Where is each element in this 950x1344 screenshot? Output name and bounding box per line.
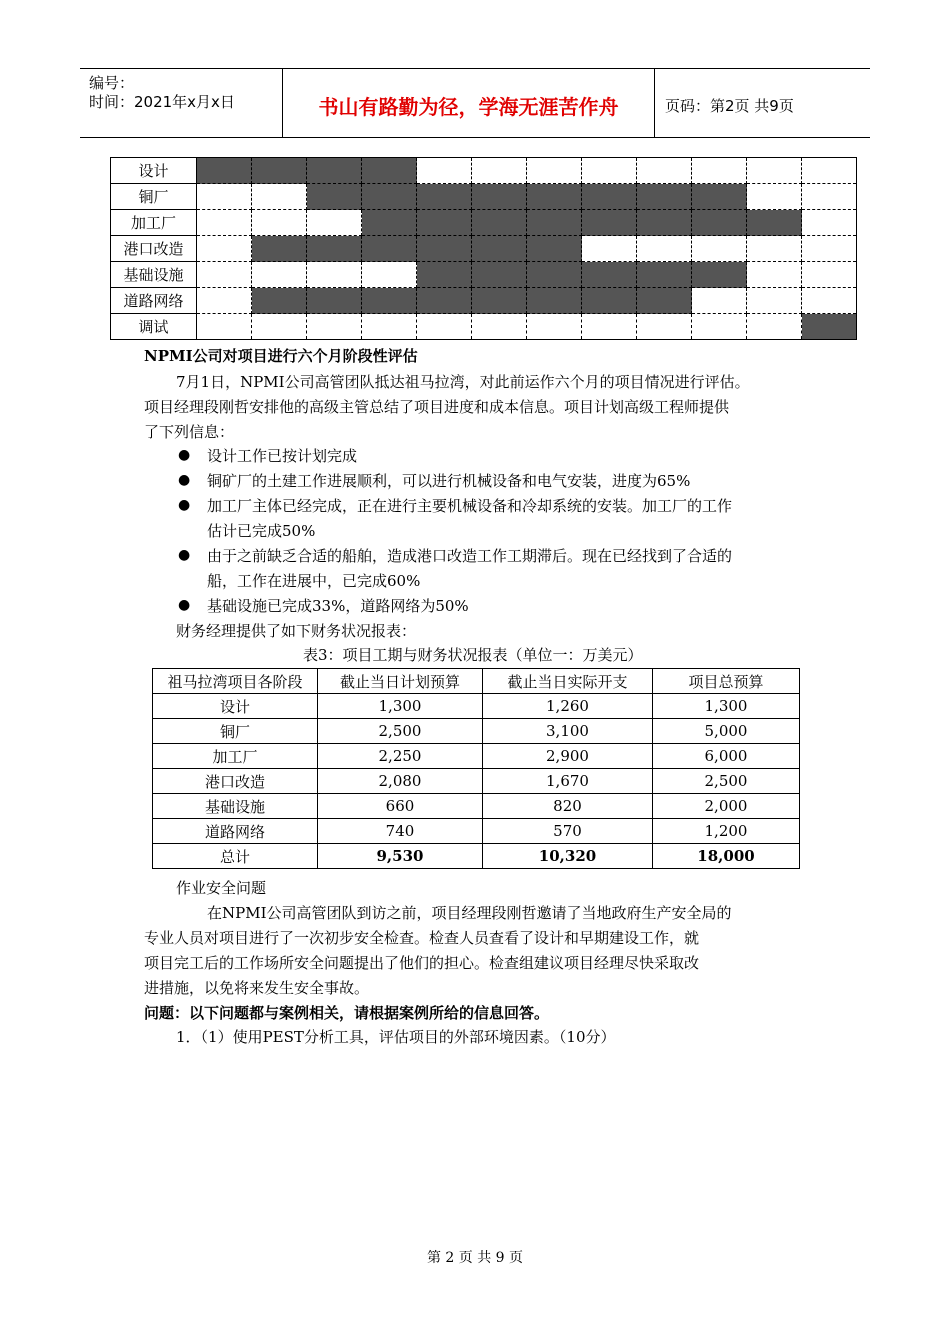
gantt-empty-cell xyxy=(747,158,802,184)
gantt-empty-cell xyxy=(527,314,582,340)
gantt-row-label: 基础设施 xyxy=(111,262,197,288)
table-cell: 5,000 xyxy=(653,719,800,744)
gantt-bar-cell xyxy=(252,236,307,262)
table-cell: 2,080 xyxy=(318,769,483,794)
table-cell: 加工厂 xyxy=(153,744,318,769)
paragraph-line: 项目经理段刚哲安排他的高级主管总结了项目进度和成本信息。项目计划高级工程师提供 xyxy=(144,398,730,416)
gantt-empty-cell xyxy=(362,314,417,340)
table-row xyxy=(153,744,800,769)
gantt-row-label: 铜厂 xyxy=(111,184,197,210)
gantt-bar-cell xyxy=(802,314,857,340)
gantt-bar-cell xyxy=(582,288,637,314)
gantt-bar-cell xyxy=(527,236,582,262)
gantt-empty-cell xyxy=(527,158,582,184)
gantt-bar-cell xyxy=(527,184,582,210)
question-1: 1．（1）使用PEST分析工具，评估项目的外部环境因素。（10分） xyxy=(176,1028,616,1046)
gantt-bar-cell xyxy=(307,236,362,262)
gantt-empty-cell xyxy=(252,184,307,210)
gantt-bar-cell xyxy=(692,210,747,236)
gantt-bar-cell xyxy=(692,184,747,210)
date-label: 时间：2021年x月x日 xyxy=(89,93,235,111)
column-header: 祖马拉湾项目各阶段 xyxy=(153,669,318,694)
bullet-text: 加工厂主体已经完成，正在进行主要机械设备和冷却系统的安装。加工厂的工作 xyxy=(207,497,733,515)
bullet-text: 由于之前缺乏合适的船舶，造成港口改造工作工期滞后。现在已经找到了合适的 xyxy=(207,547,733,565)
paragraph-line: 了下列信息： xyxy=(144,423,235,441)
gantt-empty-cell xyxy=(802,158,857,184)
total-cell: 10,320 xyxy=(483,844,653,869)
gantt-empty-cell xyxy=(637,158,692,184)
table-row xyxy=(153,819,800,844)
paragraph-line: 进措施，以免将来发生安全事故。 xyxy=(144,979,370,997)
bullet-icon: ● xyxy=(178,497,191,513)
bullet-icon: ● xyxy=(178,597,191,613)
page-header xyxy=(80,68,870,138)
gantt-bar-cell xyxy=(747,210,802,236)
gantt-empty-cell xyxy=(747,314,802,340)
table-cell: 道路网络 xyxy=(153,819,318,844)
table-cell: 2,500 xyxy=(653,769,800,794)
bullet-icon: ● xyxy=(178,547,191,563)
table-row xyxy=(153,719,800,744)
gantt-empty-cell xyxy=(802,184,857,210)
gantt-empty-cell xyxy=(197,314,252,340)
gantt-row xyxy=(111,236,857,262)
gantt-empty-cell xyxy=(747,288,802,314)
gantt-bar-cell xyxy=(527,262,582,288)
gantt-row-label: 加工厂 xyxy=(111,210,197,236)
total-cell: 总计 xyxy=(153,844,318,869)
header-motto-cell xyxy=(283,69,655,137)
bullet-text: 铜矿厂的土建工作进展顺利，可以进行机械设备和电气安装，进度为65% xyxy=(207,472,691,490)
gantt-bar-cell xyxy=(307,158,362,184)
question-header: 问题：以下问题都与案例相关，请根据案例所给的信息回答。 xyxy=(144,1004,550,1022)
table-cell: 1,670 xyxy=(483,769,653,794)
gantt-bar-cell xyxy=(362,158,417,184)
table-cell: 2,900 xyxy=(483,744,653,769)
table-cell: 2,000 xyxy=(653,794,800,819)
gantt-bar-cell xyxy=(417,236,472,262)
gantt-row xyxy=(111,158,857,184)
gantt-row xyxy=(111,210,857,236)
gantt-empty-cell xyxy=(197,262,252,288)
gantt-empty-cell xyxy=(197,184,252,210)
gantt-bar-cell xyxy=(417,262,472,288)
gantt-row-label: 设计 xyxy=(111,158,197,184)
gantt-bar-cell xyxy=(637,210,692,236)
gantt-empty-cell xyxy=(417,314,472,340)
table-cell: 2,500 xyxy=(318,719,483,744)
gantt-empty-cell xyxy=(197,288,252,314)
gantt-row xyxy=(111,314,857,340)
gantt-empty-cell xyxy=(252,262,307,288)
gantt-row-label: 调试 xyxy=(111,314,197,340)
header-info-cell xyxy=(80,69,283,137)
gantt-empty-cell xyxy=(802,262,857,288)
table-cell: 铜厂 xyxy=(153,719,318,744)
gantt-bar-cell xyxy=(362,236,417,262)
gantt-empty-cell xyxy=(307,314,362,340)
gantt-row xyxy=(111,288,857,314)
gantt-empty-cell xyxy=(582,314,637,340)
motto: 书山有路勤为径，学海无涯苦作舟 xyxy=(318,95,619,119)
table-cell: 820 xyxy=(483,794,653,819)
gantt-empty-cell xyxy=(362,262,417,288)
page-footer: 第 2 页 共 9 页 xyxy=(426,1250,524,1266)
gantt-empty-cell xyxy=(472,314,527,340)
gantt-bar-cell xyxy=(472,236,527,262)
paragraph-line: 7月1日，NPMI公司高管团队抵达祖马拉湾，对此前运作六个月的项目情况进行评估。 xyxy=(176,373,750,391)
gantt-row xyxy=(111,262,857,288)
gantt-row xyxy=(111,184,857,210)
column-header: 截止当日计划预算 xyxy=(318,669,483,694)
gantt-bar-cell xyxy=(362,210,417,236)
table-cell: 6,000 xyxy=(653,744,800,769)
table-row xyxy=(153,694,800,719)
table-cell: 3,100 xyxy=(483,719,653,744)
section-title: 作业安全问题 xyxy=(176,879,267,897)
table-cell: 740 xyxy=(318,819,483,844)
gantt-empty-cell xyxy=(692,288,747,314)
gantt-empty-cell xyxy=(747,262,802,288)
bullet-text: 船，工作在进展中，已完成60% xyxy=(207,572,421,590)
gantt-bar-cell xyxy=(307,184,362,210)
gantt-bar-cell xyxy=(472,288,527,314)
gantt-empty-cell xyxy=(802,210,857,236)
table-cell: 660 xyxy=(318,794,483,819)
gantt-bar-cell xyxy=(582,262,637,288)
gantt-bar-cell xyxy=(637,262,692,288)
gantt-empty-cell xyxy=(582,236,637,262)
bullet-text: 设计工作已按计划完成 xyxy=(207,447,358,465)
bullet-text: 基础设施已完成33%，道路网络为50% xyxy=(207,597,469,615)
gantt-bar-cell xyxy=(692,262,747,288)
gantt-bar-cell xyxy=(472,184,527,210)
table-cell: 1,260 xyxy=(483,694,653,719)
gantt-empty-cell xyxy=(197,236,252,262)
gantt-empty-cell xyxy=(692,236,747,262)
table-cell: 设计 xyxy=(153,694,318,719)
gantt-empty-cell xyxy=(637,314,692,340)
paragraph-line: 专业人员对项目进行了一次初步安全检查。检查人员查看了设计和早期建设工作，就 xyxy=(144,929,700,947)
number-label: 编号： xyxy=(89,74,135,92)
gantt-bar-cell xyxy=(252,158,307,184)
paragraph-line: 在NPMI公司高管团队到访之前，项目经理段刚哲邀请了当地政府生产安全局的 xyxy=(207,904,732,922)
gantt-bar-cell xyxy=(527,288,582,314)
table-cell: 570 xyxy=(483,819,653,844)
table-cell: 2,250 xyxy=(318,744,483,769)
gantt-bar-cell xyxy=(637,288,692,314)
table-cell: 基础设施 xyxy=(153,794,318,819)
column-header: 项目总预算 xyxy=(653,669,800,694)
bullet-icon: ● xyxy=(178,447,191,463)
gantt-bar-cell xyxy=(582,184,637,210)
gantt-empty-cell xyxy=(307,210,362,236)
gantt-bar-cell xyxy=(362,184,417,210)
total-cell: 9,530 xyxy=(318,844,483,869)
header-page-cell xyxy=(655,69,870,137)
gantt-empty-cell xyxy=(637,236,692,262)
gantt-empty-cell xyxy=(802,288,857,314)
gantt-bar-cell xyxy=(472,262,527,288)
paragraph-line: 财务经理提供了如下财务状况报表： xyxy=(176,622,417,640)
gantt-bar-cell xyxy=(197,158,252,184)
gantt-bar-cell xyxy=(362,288,417,314)
table-cell: 港口改造 xyxy=(153,769,318,794)
table-row xyxy=(153,794,800,819)
gantt-bar-cell xyxy=(472,210,527,236)
gantt-row-label: 港口改造 xyxy=(111,236,197,262)
gantt-empty-cell xyxy=(472,158,527,184)
table-header-row xyxy=(153,669,800,694)
table-cell: 1,300 xyxy=(318,694,483,719)
table-row xyxy=(153,769,800,794)
bullet-text: 估计已完成50% xyxy=(207,522,316,540)
gantt-bar-cell xyxy=(307,288,362,314)
gantt-empty-cell xyxy=(747,184,802,210)
gantt-bar-cell xyxy=(252,288,307,314)
total-cell: 18,000 xyxy=(653,844,800,869)
gantt-bar-cell xyxy=(417,210,472,236)
gantt-chart xyxy=(110,157,857,340)
gantt-empty-cell xyxy=(802,236,857,262)
gantt-bar-cell xyxy=(417,288,472,314)
gantt-empty-cell xyxy=(582,158,637,184)
table-caption: 表3：项目工期与财务状况报表（单位一：万美元） xyxy=(303,646,643,664)
gantt-bar-cell xyxy=(637,184,692,210)
gantt-bar-cell xyxy=(582,210,637,236)
gantt-empty-cell xyxy=(252,314,307,340)
page-label: 页码：第2页 共9页 xyxy=(665,97,794,115)
gantt-bar-cell xyxy=(417,184,472,210)
gantt-empty-cell xyxy=(252,210,307,236)
gantt-row-label: 道路网络 xyxy=(111,288,197,314)
gantt-empty-cell xyxy=(417,158,472,184)
paragraph-line: 项目完工后的工作场所安全问题提出了他们的担心。检查组建议项目经理尽快采取改 xyxy=(144,954,700,972)
bullet-icon: ● xyxy=(178,472,191,488)
gantt-empty-cell xyxy=(747,236,802,262)
section-title: NPMI公司对项目进行六个月阶段性评估 xyxy=(144,347,418,365)
gantt-bar-cell xyxy=(527,210,582,236)
table-total-row xyxy=(153,844,800,869)
column-header: 截止当日实际开支 xyxy=(483,669,653,694)
gantt-empty-cell xyxy=(197,210,252,236)
table-cell: 1,300 xyxy=(653,694,800,719)
gantt-empty-cell xyxy=(307,262,362,288)
table-cell: 1,200 xyxy=(653,819,800,844)
gantt-empty-cell xyxy=(692,314,747,340)
finance-table xyxy=(152,668,800,869)
gantt-empty-cell xyxy=(692,158,747,184)
